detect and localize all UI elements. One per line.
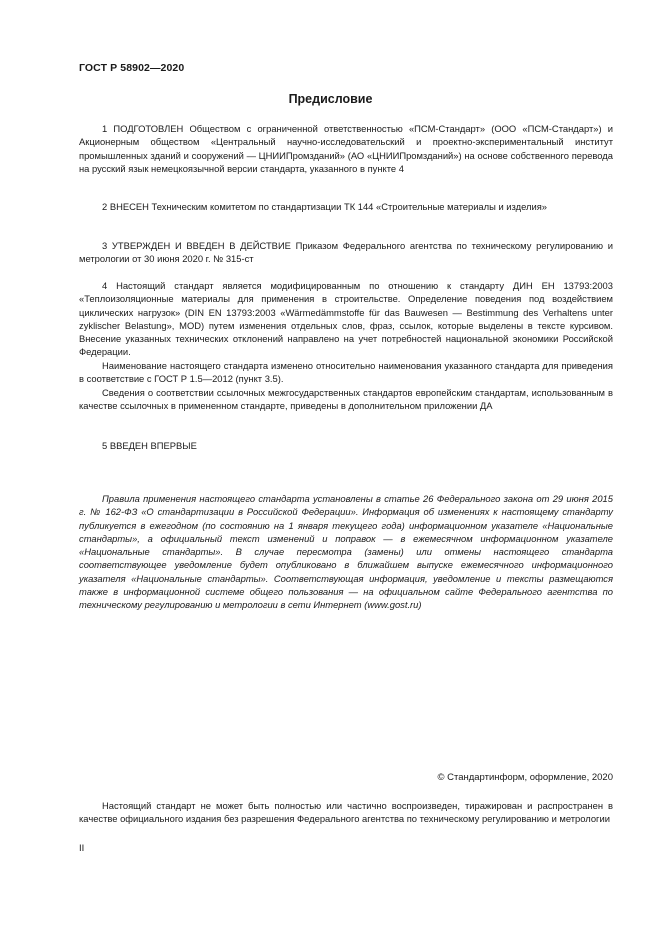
paragraph-5: 5 ВВЕДЕН ВПЕРВЫЕ <box>102 440 197 451</box>
paragraph-4-references: Сведения о соответствии ссылочных межгосударственных стандартов европейским стандартам, использованным в качестве ссылочных в примененном стандарте, приведены в дополнительном приложении ДА <box>79 387 613 412</box>
paragraph-1: 1 ПОДГОТОВЛЕН Обществом с ограниченной ответственностью «ПСМ-Стандарт» (ООО «ПСМ-Стандарт») и Акционерным обществом «Центральный научно-исследовательский и проектно-экспериментальный институт промышленных зданий и сооружений — ЦНИИПромзданий» (АО «ЦНИИПромзданий») на основе собственного перевода на русский язык немецкоязычной версии стандарта, указанного в пункте 4 <box>79 123 613 174</box>
application-notice: Правила применения настоящего стандарта установлены в статье 26 Федерального закона от 29 июня 2015 г. № 162-ФЗ «О стандартизации в Российской Федерации». Информация об изменениях к настоящему стандарту публикуется в ежегодном (по состоянию на 1 января текущего года) информационном указателе «Национальные стандарты», а официальный текст изменений и поправок — в ежемесячном информационном указателе «Национальные стандарты». В случае пересмотра (замены) или отмены настоящего стандарта соответствующее уведомление будет опубликовано в ближайшем выпуске ежемесячного информационного указателя «Национальные стандарты». Соответствующая информация, уведомление и тексты размещаются также в информационной системе общего пользования — на официальном сайте Федерального агентства по техническому регулированию и метрологии в сети Интернет (www.gost.ru) <box>79 493 613 611</box>
page-title: Предисловие <box>288 92 373 106</box>
copyright-line: © Стандартинформ, оформление, 2020 <box>437 772 613 783</box>
reproduction-notice: Настоящий стандарт не может быть полностью или частично воспроизведен, тиражирован и распространен в качестве официального издания без разрешения Федерального агентства по техническому регулированию и метрологии <box>79 800 613 825</box>
standard-code: ГОСТ Р 58902—2020 <box>79 62 185 74</box>
paragraph-4-name-change: Наименование настоящего стандарта изменено относительно наименования указанного стандарта для приведения в соответствие с ГОСТ Р 1.5—2012 (пункт 3.5). <box>79 360 613 385</box>
paragraph-4: 4 Настоящий стандарт является модифицированным по отношению к стандарту ДИН ЕН 13793:2003 «Теплоизоляционные материалы для применения в строительстве. Определение поведения под воздействием циклических нагрузок» (DIN EN 13793:2003 «Wärmedämmstoffe für das Bauwesen — Bestimmung des Verhaltens unter zyklischer Belastung», MOD) путем изменения отдельных слов, фраз, ссылок, которые выделены в тексте курсивом. Внесение указанных технических отклонений направлено на учет потребностей национальной экономики Российской Федерации. <box>79 280 613 358</box>
paragraph-3: 3 УТВЕРЖДЕН И ВВЕДЕН В ДЕЙСТВИЕ Приказом Федерального агентства по техническому регулированию и метрологии от 30 июня 2020 г. № 315-ст <box>79 240 613 265</box>
paragraph-2: 2 ВНЕСЕН Техническим комитетом по стандартизации ТК 144 «Строительные материалы и изделия» <box>102 201 548 212</box>
page-number: II <box>79 843 85 854</box>
